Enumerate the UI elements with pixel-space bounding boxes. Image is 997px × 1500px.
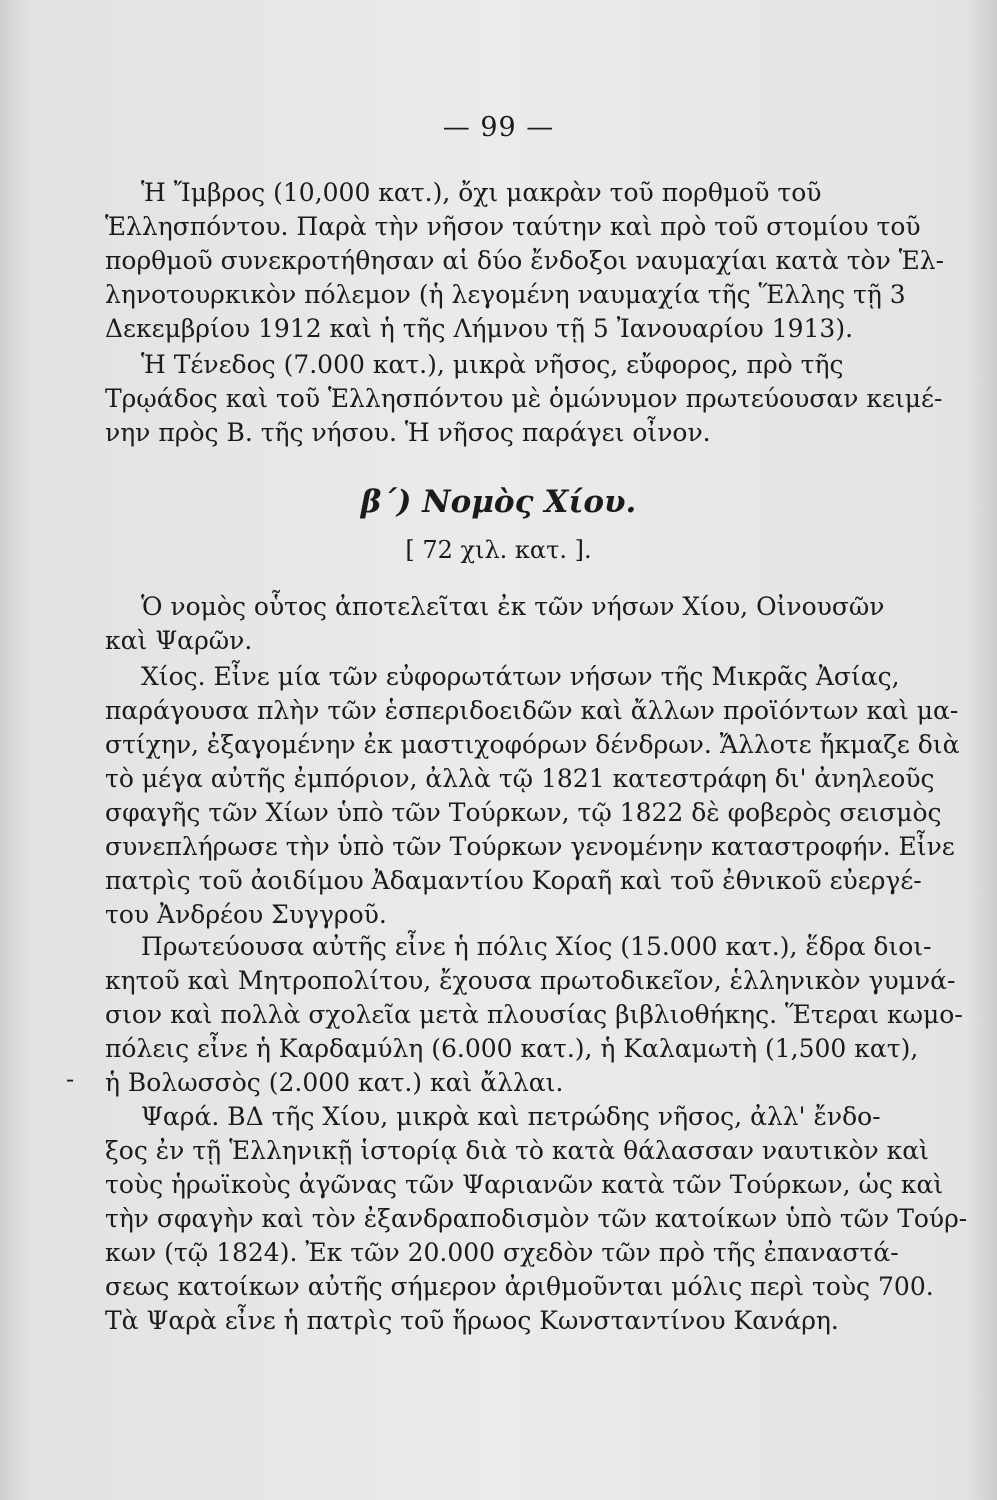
section-subheading: [ 72 χιλ. κατ. ].: [405, 536, 592, 564]
paragraph-capital: [105, 930, 963, 1100]
text-line: ξος ἐν τῇ Ἑλληνικῇ ἱστορίᾳ διὰ τὸ κατὰ θάλασσαν ναυτικὸν καὶ: [105, 1136, 929, 1165]
text-line: τοὺς ἡρωϊκοὺς ἀγῶνας τῶν Ψαριανῶν κατὰ τῶν Τούρκων, ὡς καὶ: [105, 1170, 944, 1199]
text-line: πορθμοῦ συνεκροτήθησαν αἱ δύο ἔνδοξοι ναυμαχίαι κατὰ τὸν Ἑλ-: [105, 246, 945, 275]
text-line: κων (τῷ 1824). Ἐκ τῶν 20.000 σχεδὸν τῶν πρὸ τῆς ἐπαναστά-: [105, 1238, 899, 1267]
text-line: Ἡ Τένεδος (7.000 κατ.), μικρὰ νῆσος, εὔφορος, πρὸ τῆς: [141, 350, 844, 379]
text-line: τὸ μέγα αὐτῆς ἐμπόριον, ἀλλὰ τῷ 1821 κατεστράφη δι' ἀνηλεοῦς: [105, 764, 935, 793]
text-line: Πρωτεύουσα αὐτῆς εἶνε ἡ πόλις Χίος (15.000 κατ.), ἕδρα διοι-: [141, 932, 932, 961]
text-line: του Ἀνδρέου Συγγροῦ.: [105, 900, 387, 929]
text-line: Ἡ Ἴμβρος (10,000 κατ.), ὄχι μακρὰν τοῦ πορθμοῦ τοῦ: [141, 178, 822, 207]
text-line: Χίος. Εἶνε μία τῶν εὐφορωτάτων νήσων τῆς Μικρᾶς Ἀσίας,: [141, 662, 900, 691]
paragraph-tenedos: [105, 348, 943, 450]
text-line: συνεπλήρωσε τὴν ὑπὸ τῶν Τούρκων γενομένην καταστροφήν. Εἶνε: [105, 832, 955, 861]
paragraph-chios: [105, 660, 960, 932]
margin-mark: -: [66, 1065, 75, 1093]
text-line: ἡ Βολωσσὸς (2.000 κατ.) καὶ ἄλλαι.: [105, 1068, 564, 1097]
page-number: — 99 —: [442, 112, 555, 143]
text-line: παράγουσα πλὴν τῶν ἑσπεριδοειδῶν καὶ ἄλλων προϊόντων καὶ μα-: [105, 696, 959, 725]
text-line: Τὰ Ψαρὰ εἶνε ἡ πατρὶς τοῦ ἥρωος Κωνσταντίνου Κανάρη.: [105, 1306, 839, 1335]
text-line: κητοῦ καὶ Μητροπολίτου, ἔχουσα πρωτοδικεῖον, ἑλληνικὸν γυμνά-: [105, 966, 956, 995]
text-line: πατρὶς τοῦ ἀοιδίμου Ἀδαμαντίου Κοραῆ καὶ τοῦ ἐθνικοῦ εὐεργέ-: [105, 866, 922, 895]
text-line: σεως κατοίκων αὐτῆς σήμερον ἀριθμοῦνται μόλις περὶ τοὺς 700.: [105, 1272, 934, 1301]
text-line: στίχην, ἐξαγομένην ἐκ μαστιχοφόρων δένδρων. Ἄλλοτε ἤκμαζε διὰ: [105, 730, 960, 759]
text-line: Ψαρά. ΒΔ τῆς Χίου, μικρὰ καὶ πετρώδης νῆσος, ἀλλ' ἔνδο-: [141, 1102, 881, 1131]
text-line: σιον καὶ πολλὰ σχολεῖα μετὰ πλουσίας βιβλιοθήκης. Ἕτεραι κωμο-: [105, 1000, 963, 1029]
text-line: σφαγῆς τῶν Χίων ὑπὸ τῶν Τούρκων, τῷ 1822 δὲ φοβερὸς σεισμὸς: [105, 798, 942, 827]
paragraph-psara: [105, 1100, 968, 1338]
text-line: ληνοτουρκικὸν πόλεμον (ἡ λεγομένη ναυμαχία τῆς Ἕλλης τῇ 3: [105, 280, 906, 309]
text-line: πόλεις εἶνε ἡ Καρδαμύλη (6.000 κατ.), ἡ Καλαμωτὴ (1,500 κατ),: [105, 1034, 919, 1063]
paragraph-imvros: [105, 176, 945, 346]
text-line: νην πρὸς Β. τῆς νήσου. Ἡ νῆσος παράγει οἶνον.: [105, 418, 711, 447]
text-line: Ἑλλησπόντου. Παρὰ τὴν νῆσον ταύτην καὶ πρὸ τοῦ στομίου τοῦ: [105, 212, 921, 241]
text-line: τὴν σφαγὴν καὶ τὸν ἐξανδραποδισμὸν τῶν κατοίκων ὑπὸ τῶν Τούρ-: [105, 1204, 968, 1233]
text-line: καὶ Ψαρῶν.: [105, 626, 253, 655]
text-line: Τρῳάδος καὶ τοῦ Ἑλλησπόντου μὲ ὁμώνυμον πρωτεύουσαν κειμέ-: [105, 384, 943, 413]
paragraph-nomos-intro: [105, 590, 885, 658]
section-heading: β΄) Νομὸς Χίου.: [360, 484, 637, 520]
text-line: Ὁ νομὸς οὗτος ἀποτελεῖται ἐκ τῶν νήσων Χίου, Οἰνουσῶν: [141, 592, 885, 621]
text-line: Δεκεμβρίου 1912 καὶ ἡ τῆς Λήμνου τῇ 5 Ἰανουαρίου 1913).: [105, 314, 854, 343]
